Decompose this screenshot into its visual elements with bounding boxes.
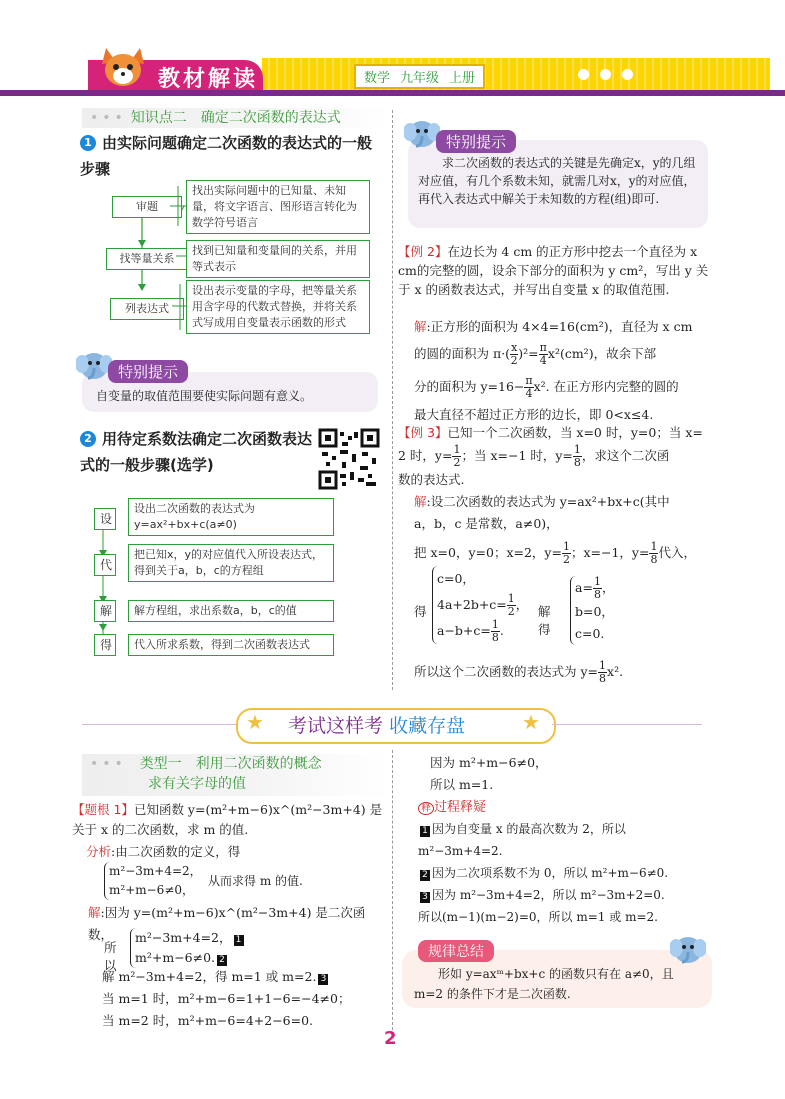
header-subject-box [354,64,485,89]
flow2-desc-4: 代入所求系数，得到二次函数表达式 [128,634,334,656]
rule-label: 规律总结 [418,940,494,962]
example3: 【例 3】已知一个二次函数，当 x=0 时，y=0；当 x= 2 时，y= $\frac{1}{2}$ ；当 x=−1 时，y= $\frac{1}{8}$ ，求这个二次函 数的表达式. 解:设二次函数的表达式为 y=ax²+bx+c(其中 a，b，c 是常数，a≠0)， 把 x=0，y=0；x=2，y= $\frac{1}{2}$ ；x=−1，y= $\frac{1}{8}$ 代入， [398,425,703,566]
rule-text: 形如 y=axᵐ+bx+c 的函数只有在 a≠0，且 m=2 的条件下才是二次函数. [414,967,674,1001]
question1-solution-tag: 解 [88,905,101,920]
flow2-step-2: 代 [94,554,116,576]
flow1-desc-2: 找到已知量和变量间的关系，并用等式表示 [186,240,370,278]
elephant-mascot-icon [76,348,112,382]
question1-solution: 解:因为 y=(m²+m−6)x^(m²−3m+4) 是二次函数， [88,905,366,942]
step1-heading [80,130,385,182]
knowledge-point-bar: ••• 知识点二 确定二次函数的表达式 [82,108,390,128]
question1: 【题根 1】已知函数 y=(m²+m−6)x^(m²−3m+4) 是关于 x 的二次函数，求 m 的值. 分析:由二次函数的定义，得 [72,802,383,859]
example2-text: 在边长为 4 cm 的正方形中挖去一个直径为 x cm的完整的圆，设余下部分的面积为 y cm²，写出 y 关于 x 的函数表达式，并写出自变量 x 的取值范围. [398,244,709,297]
example3-tag: 【例 3】 [398,425,448,440]
flow2-step-4: 得 [94,634,116,656]
banner-rule-right [552,724,702,725]
fox-mascot-icon [98,42,148,90]
header-title: 教材解读 [158,67,259,92]
example2-line2c: x²(cm²)，故余下部 [547,346,657,361]
example2-line3a: 分的面积为 y=16− [414,379,525,394]
banner-text-a: 考试这样考 [288,715,384,737]
process-label: 过程释疑 [434,800,487,815]
example2-line3b: x². 在正方形内完整的圆的 [533,379,679,394]
process-heading: 释 过程释疑 [418,796,486,815]
example2-line2a: 的圆的面积为 π· [414,346,506,361]
question1-text: 已知函数 y=(m²+m−6)x^(m²−3m+4) 是关于 x 的二次函数，求 m 的值. [72,802,383,837]
elephant-mascot-icon-2 [404,116,440,150]
flow1-desc-3: 设出表示变量的字母，把等量关系用含字母的代数式替换，并将关系式写成用自变量表示函数的形式 [186,280,370,334]
header-rule [0,90,785,96]
type1-title1: 类型一 利用二次函数的概念 [139,756,322,772]
process-notes: 1 因为自变量 x 的最高次数为 2，所以 m²−3m+4=2. 2 因为二次项系数不为 0，所以 m²+m−6≠0. 3 因为 m²−3m+4=2，所以 m²−3m+2=0. 所以(m−1)(m−2)=0，所以 m=1 或 m=2. [418,822,669,924]
flow1-step-1: 审题 [112,196,182,218]
type1-bar: ••• 类型一 利用二次函数的概念 求有关字母的值 [82,754,388,796]
step1-number: 1 [80,135,96,151]
example2-solution-tag: 解 [414,319,427,334]
tip2-text: 求二次函数的表达式的关键是先确定x，y的几组对应值，有几个系数未知，就需几对x，y的对应值，再代入表达式中解关于未知数的方程(组)即可. [418,156,696,206]
analysis-system: m²−3m+4=2， m²+m−6≠0， 从而求得 m 的值. [104,862,209,900]
example3-solution-tag: 解 [414,494,427,509]
mark-3: 3 [318,974,328,985]
step1-title: 由实际问题确定二次函数的表达式的一般步骤 [80,134,373,178]
elephant-mascot-icon-3 [670,932,706,966]
example3-q3: 数的表达式. [398,472,465,487]
flow1-links [170,180,188,340]
flow2-desc-1: 设出二次函数的表达式为y=ax²+bx+c(a≠0) [128,498,334,536]
flow2-desc-3: 解方程组，求出系数a，b，c的值 [128,600,334,622]
header-stripe [262,58,770,90]
header-grade: 九年级 [400,71,440,86]
flow1-step-2: 找等量关系 [106,248,188,270]
step2-heading [80,426,312,478]
tip1-text: 自变量的取值范围要使实际问题有意义。 [96,389,313,403]
flow2-step-1: 设 [94,508,116,530]
flow1-desc-1: 找出实际问题中的已知量、未知量，将文字语言、图形语言转化为数学符号语言 [186,180,370,234]
example2-line4: 最大直径不超过正方形的边长，即 0<x≤4. [414,407,654,422]
banner-text-b: 收藏存盘 [389,715,466,737]
tip2-label: 特别提示 [436,130,516,153]
flow2-step-3: 解 [94,600,116,622]
header-dots [578,68,644,83]
example2-tag: 【例 2】 [398,244,448,259]
star-icon: ★ [246,710,264,734]
banner-text [288,711,465,738]
type1-title2: 求有关字母的值 [148,776,246,792]
mark-1: 1 [234,935,244,946]
example2-solution: 解:正方形的面积为 4×4=16(cm²)，直径为 x cm 的圆的面积为 π·( $\frac{x}{2}$ )²= $\frac{\pi}{4}$ x²(cm²)，故余下部 分的面积为 y=16− $\frac{\pi}{4}$ x². 在正方形内完整的圆的 最大直径不超过正方形的边长，即 0<x≤4. [414,319,693,422]
qr-code-icon[interactable] [318,428,380,490]
solution-continued: 因为 m²+m−6≠0， 所以 m=1. [430,755,548,792]
example3-q1: 已知一个二次函数，当 x=0 时，y=0；当 x= [447,425,703,440]
question1-solution-rest: 解 m²−3m+4=2，得 m=1 或 m=2. 3 当 m=1 时，m²+m−6=1+1−6=−4≠0； 当 m=2 时，m²+m−6=4+2−6=0. [102,969,351,1028]
page-number: 2 [384,1028,397,1049]
example2-line1: :正方形的面积为 4×4=16(cm²)，直径为 x cm [426,319,693,334]
knowledge-point-title: 知识点二 确定二次函数的表达式 [130,110,341,126]
banner-rule-left [82,724,236,725]
example3-final: 所以这个二次函数的表达式为 y= $\frac{1}{8}$ x². [414,659,624,685]
tip1-label: 特别提示 [108,360,188,383]
star-icon-right: ★ [522,710,540,734]
step2-title: 用待定系数法确定二次函数表达式的一般步骤(选学) [80,430,313,474]
analysis-tag: 分析 [86,844,112,859]
header-subject: 数学 [364,71,391,86]
flow2-desc-2: 把已知x，y的对应值代入所设表达式，得到关于a，b，c的方程组 [128,544,334,582]
column-divider [392,110,393,690]
question1-tag: 【题根 1】 [72,802,134,817]
example2-question [398,242,714,299]
step2-number: 2 [80,431,96,447]
column-divider-lower [392,750,393,1030]
header-volume: 上册 [449,71,476,86]
flow1-step-3: 列表达式 [110,298,184,320]
mark-2: 2 [217,955,227,966]
